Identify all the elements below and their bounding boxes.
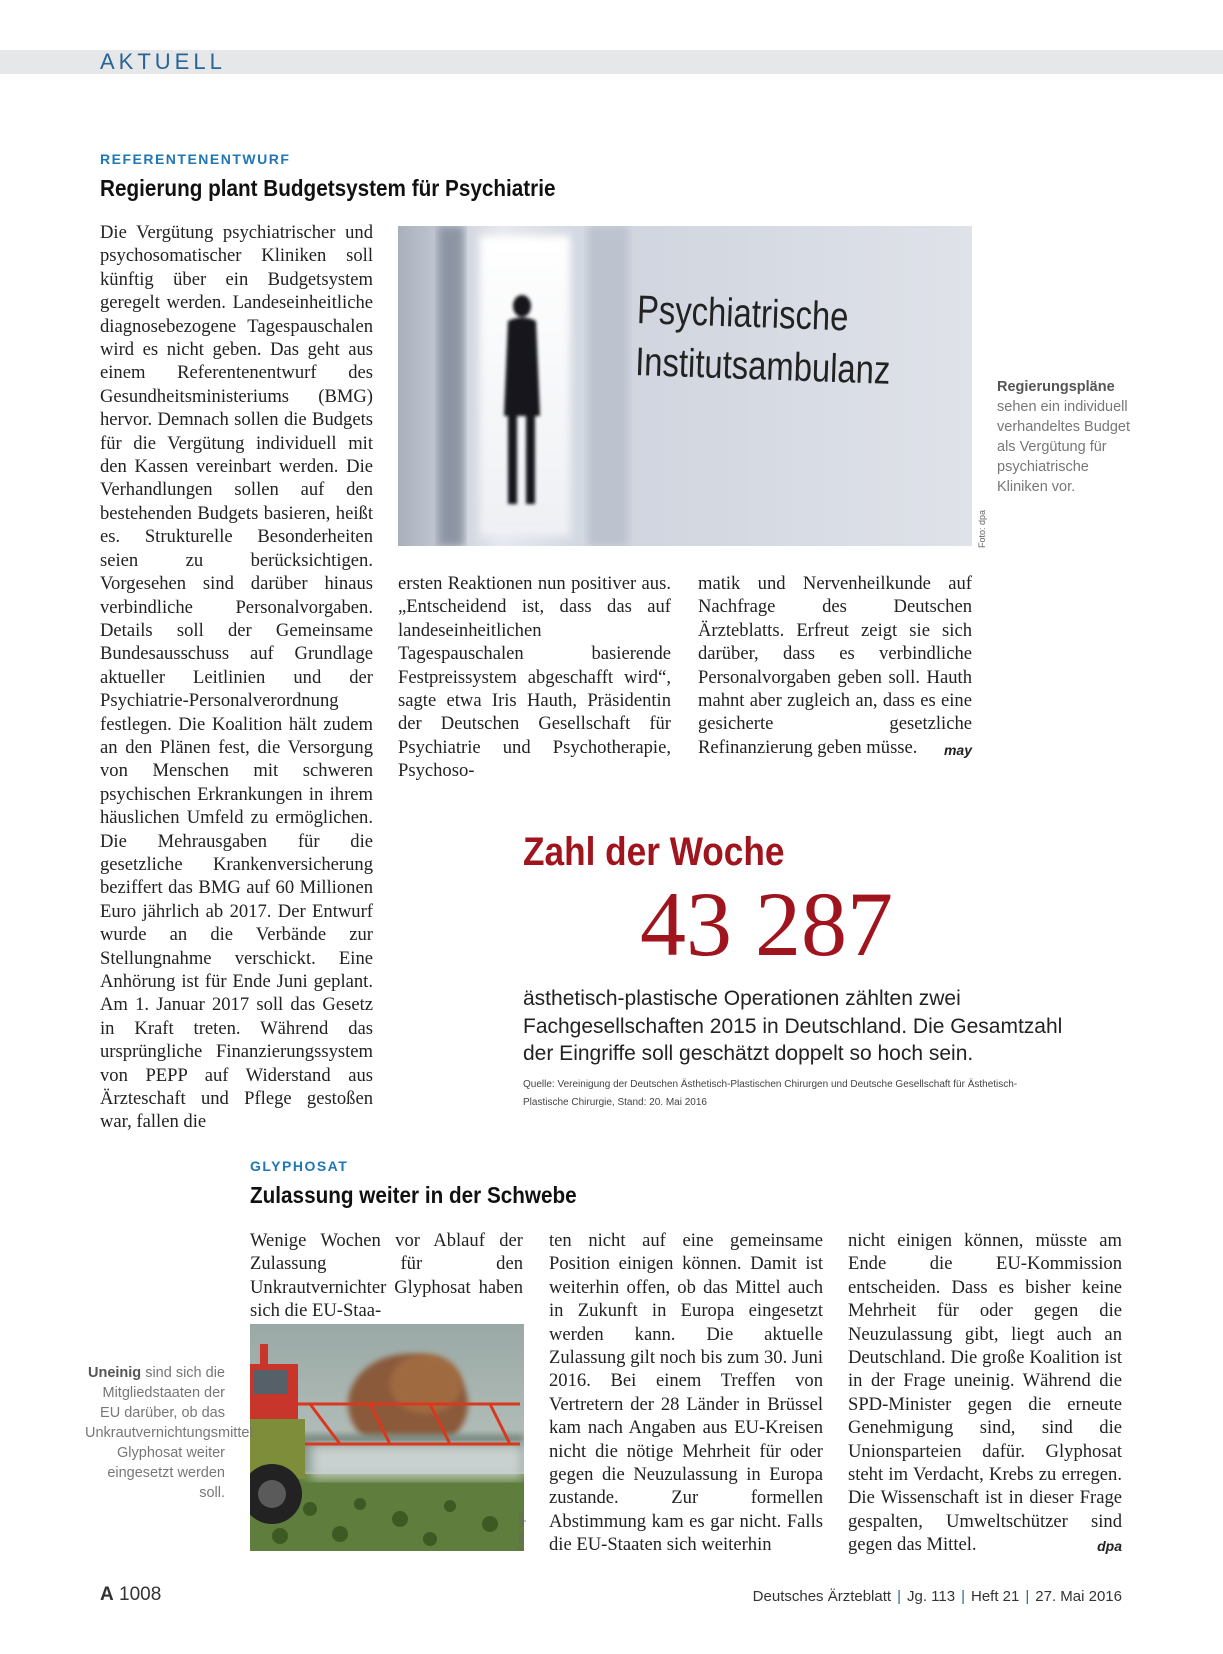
article1-caption [997,377,1132,497]
footer-issue: Heft 21 [970,1588,1020,1605]
psychiatry-photo [398,226,972,546]
article1-column-2: ersten Reaktionen nun positiver aus. „Entscheidend ist, dass das auf landeseinheitlichen Tagespauschalen basierende Festpreissystem abgeschafft wird“, sagte etwa Iris Hauth, Präsidentin der Deutschen Gesellschaft für Psychiatrie und Psychotherapie, Psychoso- [398,573,671,782]
zahl-der-woche-title: Zahl der Woche [523,830,785,874]
article1-column-1: Die Vergütung psychiatrischer und psychosomatischer Kliniken soll künftig über ein Budgetsystem geregelt werden. Landeseinheitliche diagnosebezogene Tagespauschalen wird es nicht geben. Das geht aus einem Referentenentwurf des Gesundheitsministeriums (BMG) hervor. Demnach sollen die Budgets für die Vergütung individuell mit den Kassen vereinbart werden. Die Verhandlungen sollen auf den bestehenden Budgets basieren, heißt es. Strukturelle Besonderheiten seien zu berücksichtigen. Vorgesehen sind darüber hinaus verbindliche Personalvorgaben. Details soll der Gemeinsame Bundesausschuss auf Grundlage aktueller Leitlinien und der Psychiatrie-Personalverordnung festlegen. Die Koalition hält zudem an den Plänen fest, die Versorgung von Menschen mit schweren psychischen Erkrankungen in ihrem häuslichen Umfeld zu ermöglichen. Die Mehrausgaben für die gesetzliche Krankenversicherung beziffert das BMG auf 60 Millionen Euro jährlich ab 2017. Der Entwurf wurde an die Verbände zur Stellungnahme verschickt. Eine Anhörung ist für Ende Juni geplant. Am 1. Januar 2017 soll das Gesetz in Kraft treten. Während das ursprüngliche Finanzierungssystem von PEPP auf Widerstand aus Ärzteschaft und Pflege gestoßen war, fallen die [100,222,373,1133]
tractor-spraying-image [250,1324,524,1551]
article2-signature: dpa [1097,1538,1122,1554]
zahl-der-woche-number: 43 287 [640,873,893,975]
article1-kicker: REFERENTENENTWURF [100,151,291,167]
footer-citation: Deutsches Ärzteblatt | Jg. 113 | Heft 21 | 27. Mai 2016 [752,1588,1122,1605]
article2-headline: Zulassung weiter in der Schwebe [250,1182,577,1208]
article1-headline: Regierung plant Budgetsystem für Psychiatrie [100,175,556,201]
article1-column-3: matik und Nervenheilkunde auf Nachfrage des Deutschen Ärzteblatts. Erfreut zeigt sie sich darüber, dass es verbindliche Personalvorgaben geben soll. Hauth mahnt aber zugleich an, dass es eine gesicherte gesetzliche Refinanzierung geben müsse. [698,573,972,758]
article2-column-3: nicht einigen können, müsste am Ende die EU-Kommission entscheiden. Dass es bisher keine Mehrheit für oder gegen die Neuzulassung gibt, liegt auch an Deutschland. Die große Koalition ist in der Frage uneinig. Während die SPD-Minister gegen die erneute Genehmigung sind, sind die Unionsparteien dafür. Glyphosat steht im Verdacht, Krebs zu erregen. Die Wissenschaft ist in dieser Frage gespalten, Umweltschützer sind gegen das Mittel. [848,1230,1122,1556]
footer-volume: Jg. 113 [906,1588,956,1605]
tractor-spraying-photo [250,1324,524,1551]
page-number-value: 1008 [119,1584,162,1605]
page-number [100,1584,161,1606]
section-label: AKTUELL [100,49,226,74]
zahl-der-woche-source: Quelle: Vereinigung der Deutschen Ästhetisch-Plastischen Chirurgen und Deutsche Gesellschaft für Ästhetisch-Plastische Chirurgie, Stand: 20. Mai 2016 [523,1079,1018,1108]
article1-signature: may [943,742,972,758]
zahl-der-woche-text: ästhetisch-plastische Operationen zählten zwei Fachgesellschaften 2015 in Deutschland. Die Gesamtzahl der Eingriffe soll geschätzt doppelt so hoch sein. [523,987,1063,1065]
article2-column-1: Wenige Wochen vor Ablauf der Zulassung für den Unkrautvernichter Glyphosat haben sich die EU-Staa- [250,1230,523,1322]
photo-credit-2: Foto: dpa [516,1511,526,1550]
footer-date: 27. Mai 2016 [1035,1588,1122,1605]
caption-lead-2: Uneinig [88,1365,142,1381]
photo-sign-line-1: Psychiatrische [636,287,850,340]
footer-journal: Deutsches Ärzteblatt [752,1588,892,1605]
caption-text-2: sind sich die Mitgliedstaaten der EU darüber, ob das Unkrautvernichtungsmittel Glyphosat weiter eingesetzt werden soll. [85,1365,253,1501]
photo-sign-line-2: Institutsambulanz [634,339,892,393]
photo-sign-text [634,284,893,397]
photo-credit: Foto: dpa [977,509,987,548]
article2-caption [85,1363,253,1503]
caption-text: sehen ein individuell verhandeltes Budget als Vergütung für psychiatrische Kliniken vor. [997,399,1131,495]
article2-column-2: ten nicht auf eine gemeinsame Position einigen können. Damit ist weiterhin offen, ob das Mittel auch in Zukunft in Europa eingesetzt werden kann. Die aktuelle Zulassung gilt noch bis zum 30. Juni 2016. Bei einem Treffen von Vertretern der 28 Länder in Brüssel kam nach Angaben aus EU-Kreisen nicht die nötige Mehrheit für oder gegen die Neuzulassung in Europa zustande. Zur formellen Abstimmung kam es gar nicht. Falls die EU-Staaten sich weiterhin [549,1230,823,1556]
page-prefix: A [100,1584,114,1605]
article2-kicker: GLYPHOSAT [250,1158,349,1174]
caption-lead: Regierungspläne [997,379,1115,395]
